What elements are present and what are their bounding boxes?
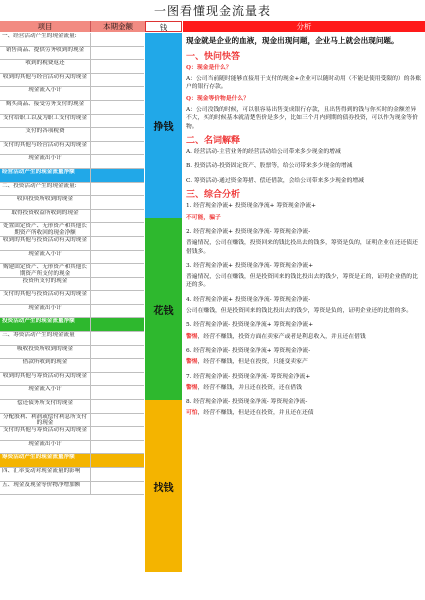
scenario-4-note: 公司在赚钱，但是投资回来的钱比投出去的钱少，筹资是负的，证明企业还的比借的多。 xyxy=(186,308,413,315)
table-row: 支付的其他与投资活动有关的现金 xyxy=(0,291,144,305)
danger-label: 可怕 xyxy=(186,410,198,417)
earn-money-label: 挣钱 xyxy=(145,33,182,218)
section-qa-heading: 一、快问快答 xyxy=(186,51,241,62)
scenario-3: 3. 经营现金净流+ 投资现金净流- 筹资现金净流+ xyxy=(186,262,314,269)
analysis-panel xyxy=(186,36,422,421)
spend-money-label: 花钱 xyxy=(145,218,182,400)
net-cash-flow-row: 经营活动产生的现金流量净额 xyxy=(0,169,144,183)
header-money: 钱 xyxy=(145,21,182,32)
table-row: 销售商品、提供劳务收到的现金 xyxy=(0,47,144,61)
scenario-6-note: 警惕，经营不赚钱，但是在投资，只能变卖家产 xyxy=(186,359,308,366)
header-amount: 本期金额 xyxy=(90,21,145,32)
section-row: 五、现金及现金等价物净增加额 xyxy=(0,482,144,496)
scenario-5-note: 警惕，经营不赚钱，投资方面在卖家产或者是利息收入，并且还在借钱 xyxy=(186,333,366,340)
table-row: 支付的其他与经营活动有关的现金 xyxy=(0,142,144,156)
scenario-6: 6. 经营现金净流- 投资现金净流+ 筹资现金净流- xyxy=(186,347,311,354)
scenario-1: 1. 经营现金净流+ 投资现金净流+ 筹资现金净流+ xyxy=(186,203,316,210)
blank-cell xyxy=(145,572,182,600)
table-row: 支付的其他与筹资活动有关的现金 xyxy=(0,427,144,441)
raise-money-label: 找钱 xyxy=(145,400,182,572)
table-row: 收到的其他与投资活动有关的现金 xyxy=(0,237,144,251)
table-row: 取得投资收益所收到的现金 xyxy=(0,210,144,224)
scenario-7-note: 警惕，经营不赚钱，并且还在投资，还在借钱 xyxy=(186,384,302,391)
net-cash-flow-row: 筹资活动产生的现金流量净额 xyxy=(0,454,144,468)
answer-2: A：公司没钱的时候，可以很容易出售变成银行存款，且出售得到的钱与你买时的金额差异不大，买的时候基本就清楚售价是多少，比如三个月内到期的债券投资，可以作为现金等价物。 xyxy=(186,106,418,130)
table-row: 现金流出小计 xyxy=(0,155,144,169)
table-row: 处置固定资产、无形资产和其他长期资产所收回的现金净额 xyxy=(0,223,144,237)
table-row: 收回投资所收到的现金 xyxy=(0,196,144,210)
section-row: 二、投资活动产生的现金流量: xyxy=(0,183,144,197)
scenario-7: 7. 经营现金净流- 投资现金净流- 筹资现金净流+ xyxy=(186,373,311,380)
warning-label: 警惕 xyxy=(186,333,198,340)
section-row: 三、筹资活动产生的现金流量 xyxy=(0,332,144,346)
table-row: 现金流出小计 xyxy=(0,305,144,319)
net-cash-flow-row: 投资活动产生的现金流量净额 xyxy=(0,318,144,332)
table-row: 收到的其他与经营活动有关的现金 xyxy=(0,74,144,88)
table-row: 现金流入小计 xyxy=(0,87,144,101)
term-investing: B. 投资活动-投资固定资产、股票等，给公司带来多少现金的增减 xyxy=(186,163,353,170)
table-row: 偿还债务所支付的现金 xyxy=(0,400,144,414)
term-financing: C. 筹资活动-通过资金筹措、偿还借款，会给公司带来多少现金的增减 xyxy=(186,177,364,184)
page-title: 一图看懂现金流量表 xyxy=(153,4,271,18)
scenario-2-note: 普遍情况，公司在赚钱，投资回来的钱比投出去的钱多，筹资是负的，证明企业在还还债还借钱多。 xyxy=(186,240,418,255)
table-row: 支付给职工以及为职工支付的现金 xyxy=(0,115,144,129)
table-row: 购买商品、接受劳务支付的现金 xyxy=(0,101,144,115)
table-row: 现金流入小计 xyxy=(0,251,144,265)
section-terms-heading: 二、名词解释 xyxy=(186,135,241,146)
scenario-2: 2. 经营现金净流+ 投资现金净流- 筹资现金净流- xyxy=(186,228,311,235)
table-row: 收到的其他与筹资活动有关的现金 xyxy=(0,373,144,387)
scenario-1-note: 不可能，骗子 xyxy=(186,214,221,221)
scenario-8: 8. 经营现金净流- 投资现金净流- 筹资现金净流- xyxy=(186,399,308,406)
table-row: 购建固定资产、无形资产和其他长期资产所支付的现金 xyxy=(0,264,144,278)
table-row: 借款所收到的现金 xyxy=(0,359,144,373)
header-item: 项目 xyxy=(0,21,90,32)
lead-text: 现金就是企业的血液，现金出现问题，企业马上就会出现问题。 xyxy=(186,36,399,45)
term-operating: A. 经营活动-主营业务的经营活动给公司带来多少现金的增减 xyxy=(186,149,341,156)
section-row: 一、经营活动产生的现金流量: xyxy=(0,33,144,47)
section-analysis-heading: 三、综合分析 xyxy=(186,190,241,201)
question-1: Q：现金是什么？ xyxy=(186,64,232,71)
table-row: 收到的税费返还 xyxy=(0,60,144,74)
section-row: 四、汇率变动对现金流量的影响 xyxy=(0,468,144,482)
question-2: Q：现金等价物是什么？ xyxy=(186,95,250,102)
scenario-4: 4. 经营现金净流+ 投资现金净流- 筹资现金净流- xyxy=(186,296,311,303)
scenario-5: 5. 经营现金净流- 投资现金净流+ 筹资现金净流+ xyxy=(186,322,314,329)
scenario-8-note: 可怕，经营不赚钱，但是还在投资，并且还在还债 xyxy=(186,410,314,417)
cash-flow-items xyxy=(0,33,144,495)
table-row: 投资所支付的现金 xyxy=(0,278,144,292)
table-row: 支付的各项税费 xyxy=(0,128,144,142)
table-row: 现金流出小计 xyxy=(0,441,144,455)
table-row: 分配股利、利润或偿付利息所支付的现金 xyxy=(0,414,144,428)
answer-1: A：公司当前随时能够直接用于支付的现金+企业可以随时动用（不能是使用受限的）的各账户的银行存款。 xyxy=(186,76,422,91)
table-row: 吸收投资所收到的现金 xyxy=(0,346,144,360)
scenario-3-note: 普遍情况，公司在赚钱，但是投资回来的钱比投出去的钱少，筹资是正的，证明企业借的比还的多。 xyxy=(186,274,418,289)
table-row: 现金流入小计 xyxy=(0,386,144,400)
warning-label: 警惕 xyxy=(186,359,198,366)
warning-label: 警惕 xyxy=(186,384,198,391)
header-analysis: 分析 xyxy=(183,21,425,32)
